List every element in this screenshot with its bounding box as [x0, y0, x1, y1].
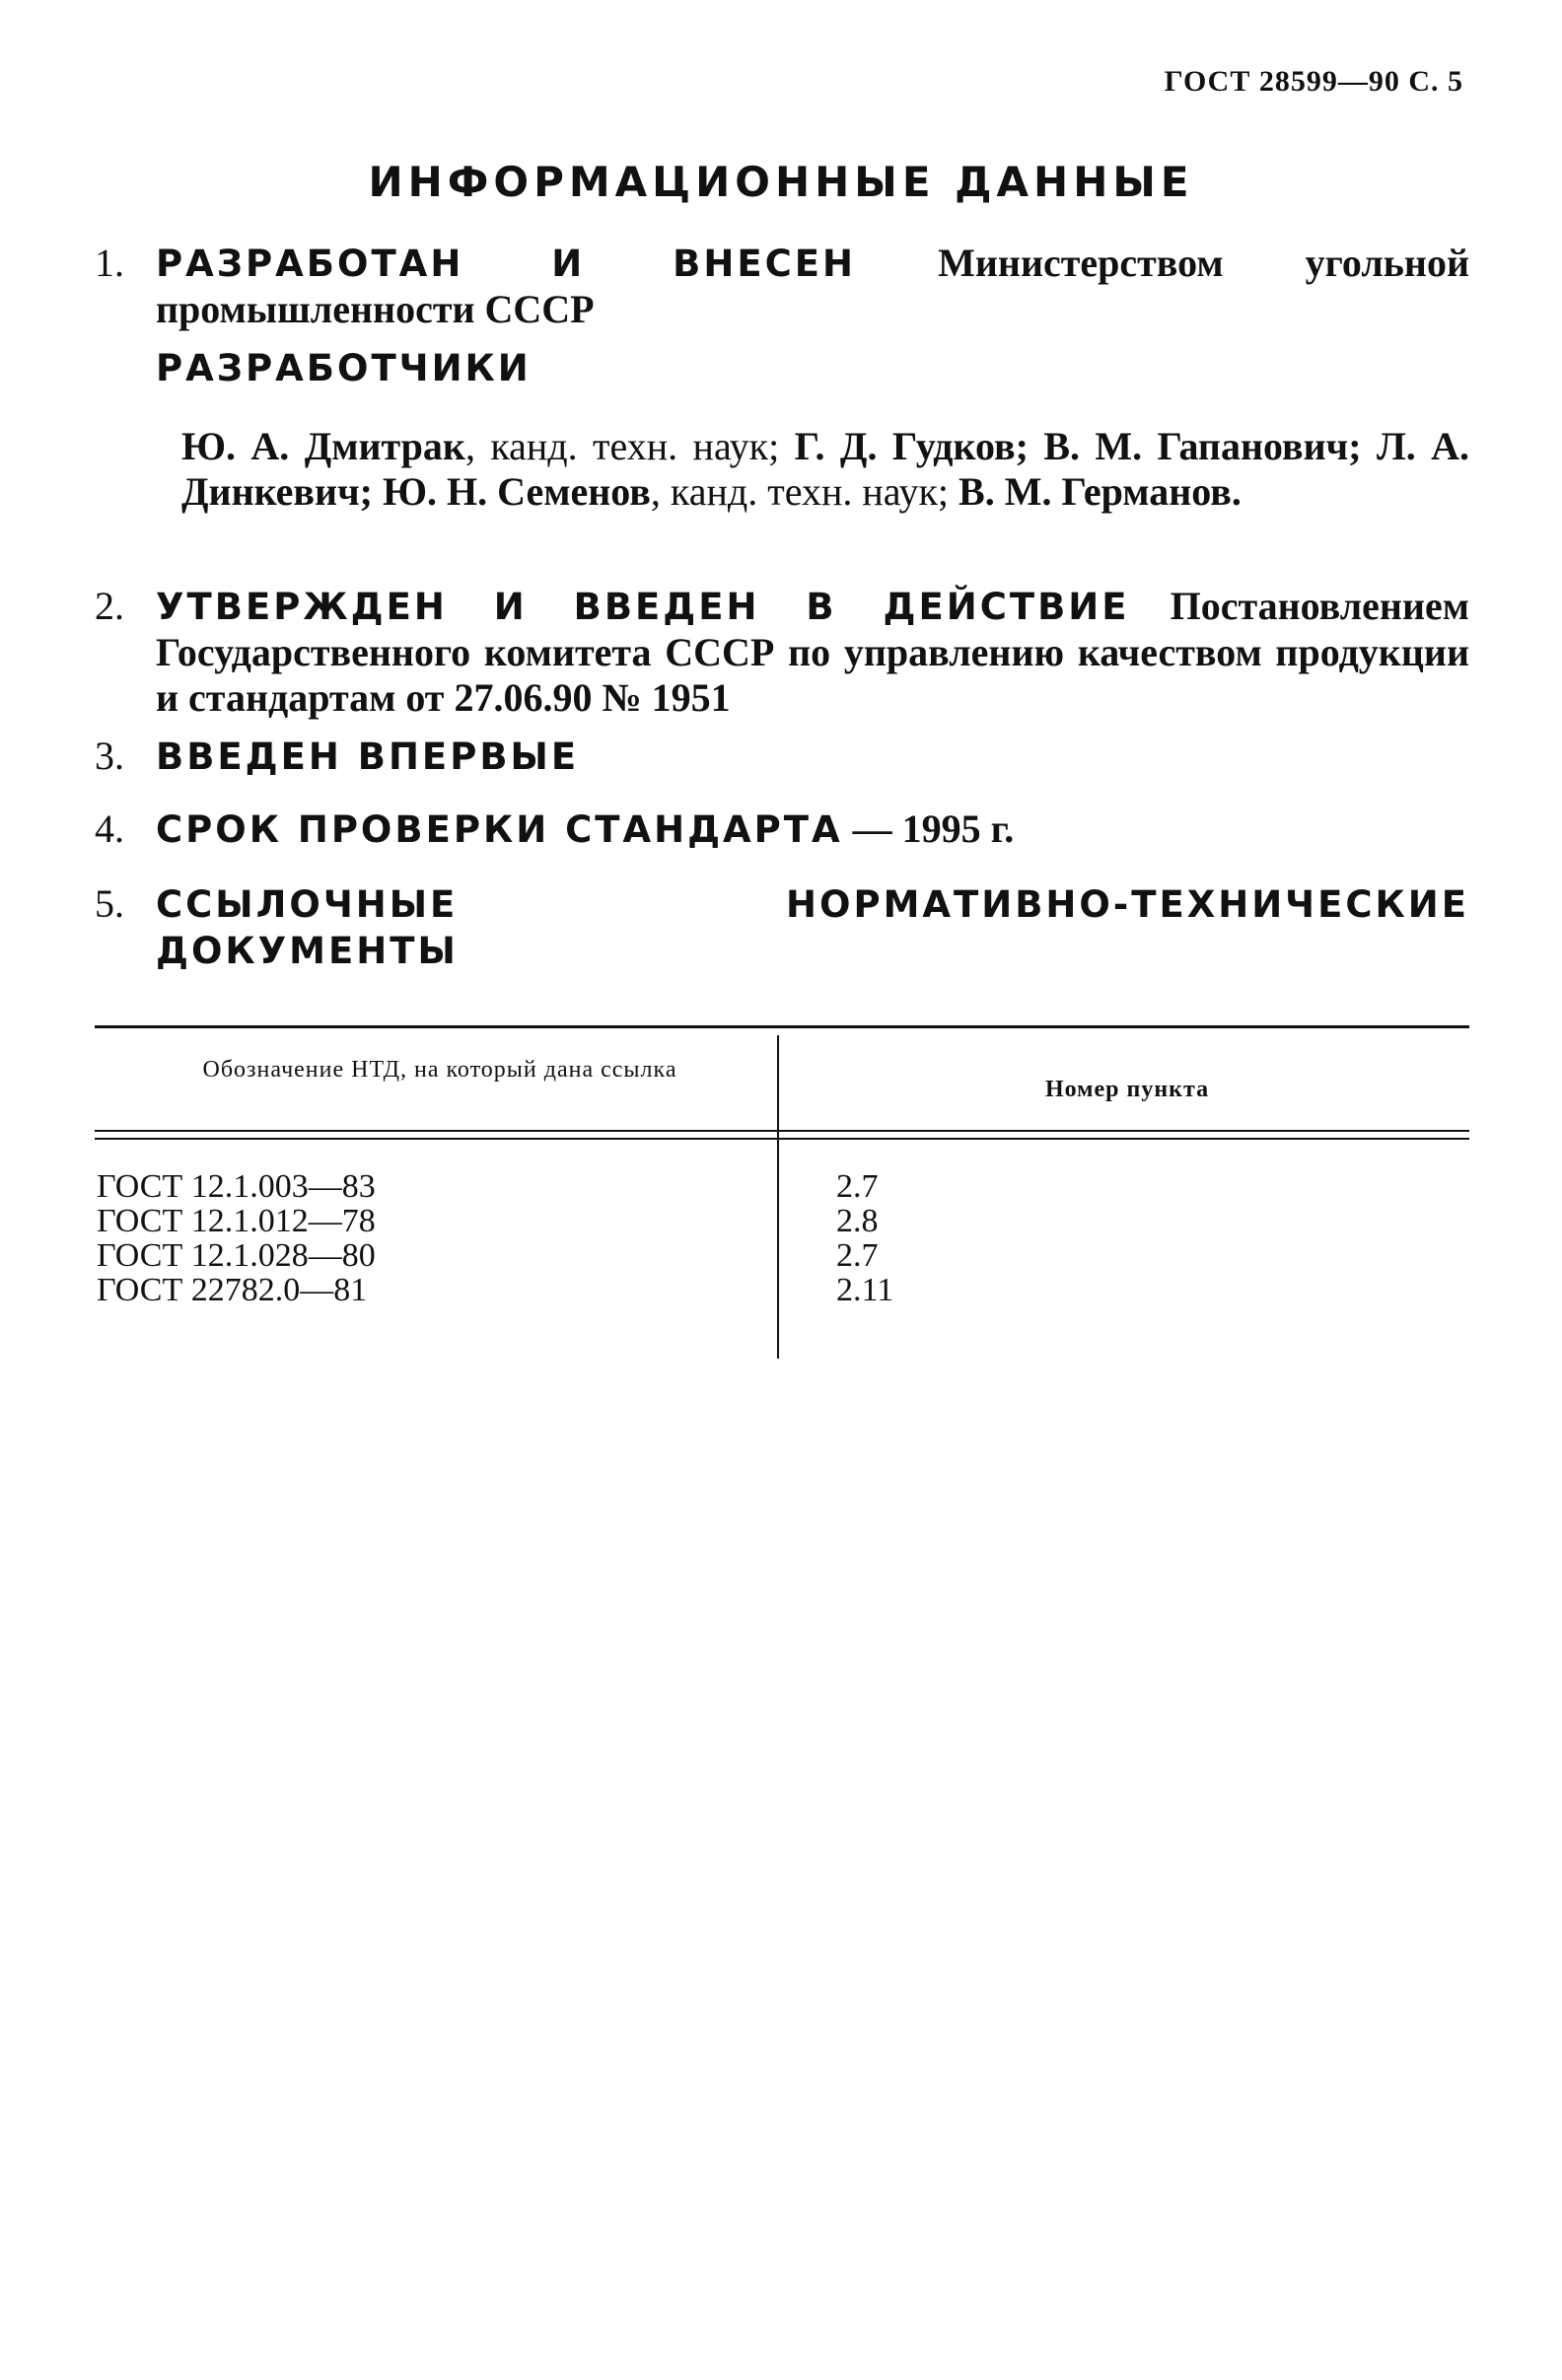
item-caps: ССЫЛОЧНЫЕ НОРМАТИВНО-ТЕХНИЧЕСКИЕ ДОКУМЕНТЫ	[156, 883, 1469, 972]
table-cell-designation: ГОСТ 12.1.012—78	[97, 1203, 376, 1239]
item-text: Министерством угольной промышленности СССР	[156, 241, 1470, 331]
item-caps: УТВЕРЖДЕН И ВВЕДЕН В ДЕЙСТВИЕ	[156, 586, 1130, 628]
developers-heading: РАЗРАБОТЧИКИ	[156, 347, 532, 389]
table-header-clause: Номер пункта	[1044, 1077, 1210, 1102]
table-cell-designation: ГОСТ 12.1.003—83	[97, 1168, 376, 1205]
developer-name: Ю. А. Дмитрак	[181, 424, 465, 468]
item-caps: РАЗРАБОТАН И ВНЕСЕН	[156, 243, 857, 285]
table-cell-designation: ГОСТ 22782.0—81	[97, 1272, 368, 1308]
developers-list	[181, 424, 1469, 515]
item-number: 2.	[95, 584, 124, 628]
item-caps: ВВЕДЕН ВПЕРВЫЕ	[156, 735, 580, 778]
table-header-designation: Обозначение НТД, на который дана ссылка	[202, 1057, 677, 1083]
table-cell-clause: 2.7	[836, 1168, 879, 1205]
info-item-4	[95, 806, 1469, 853]
table-header-rule	[95, 1130, 1469, 1140]
item-text: — 1995 г.	[852, 806, 1015, 851]
item-number: 5.	[95, 881, 124, 926]
reference-table	[95, 1025, 1469, 1361]
info-item-1	[95, 241, 1470, 332]
developer-name: Ю. Н. Семенов	[382, 469, 651, 514]
item-number: 3.	[95, 734, 124, 778]
developer-name: Л. А. Динкевич;	[181, 424, 1470, 514]
table-top-rule	[95, 1025, 1469, 1028]
item-number: 4.	[95, 806, 124, 851]
info-item-3	[95, 734, 1469, 780]
table-cell-clause: 2.8	[836, 1203, 879, 1239]
developer-name: В. М. Гапанович;	[1043, 424, 1362, 468]
info-item-2	[95, 584, 1469, 721]
page-title: ИНФОРМАЦИОННЫЕ ДАННЫЕ	[368, 158, 1194, 206]
developer-name: В. М. Германов.	[958, 469, 1242, 514]
info-item-5	[95, 881, 1469, 974]
table-row	[95, 1204, 1469, 1238]
page-header: ГОСТ 28599—90 С. 5	[1164, 65, 1463, 98]
table-body	[95, 1169, 1469, 1307]
item-text: Постановлением Государственного комитета СССР по управлению качеством продукции и стандартам от 27.06.90 № 1951	[156, 584, 1469, 720]
table-cell-clause: 2.11	[836, 1272, 894, 1308]
item-caps: СРОК ПРОВЕРКИ СТАНДАРТА	[156, 808, 843, 851]
table-row	[95, 1273, 1469, 1307]
table-cell-designation: ГОСТ 12.1.028—80	[97, 1237, 376, 1274]
table-cell-clause: 2.7	[836, 1237, 879, 1274]
developer-name: Г. Д. Гудков;	[794, 424, 1029, 468]
developer-degree: , канд. техн. наук;	[464, 424, 780, 468]
table-row	[95, 1169, 1469, 1204]
item-number: 1.	[95, 241, 124, 285]
developer-degree: , канд. техн. наук;	[650, 469, 950, 514]
table-row	[95, 1238, 1469, 1273]
